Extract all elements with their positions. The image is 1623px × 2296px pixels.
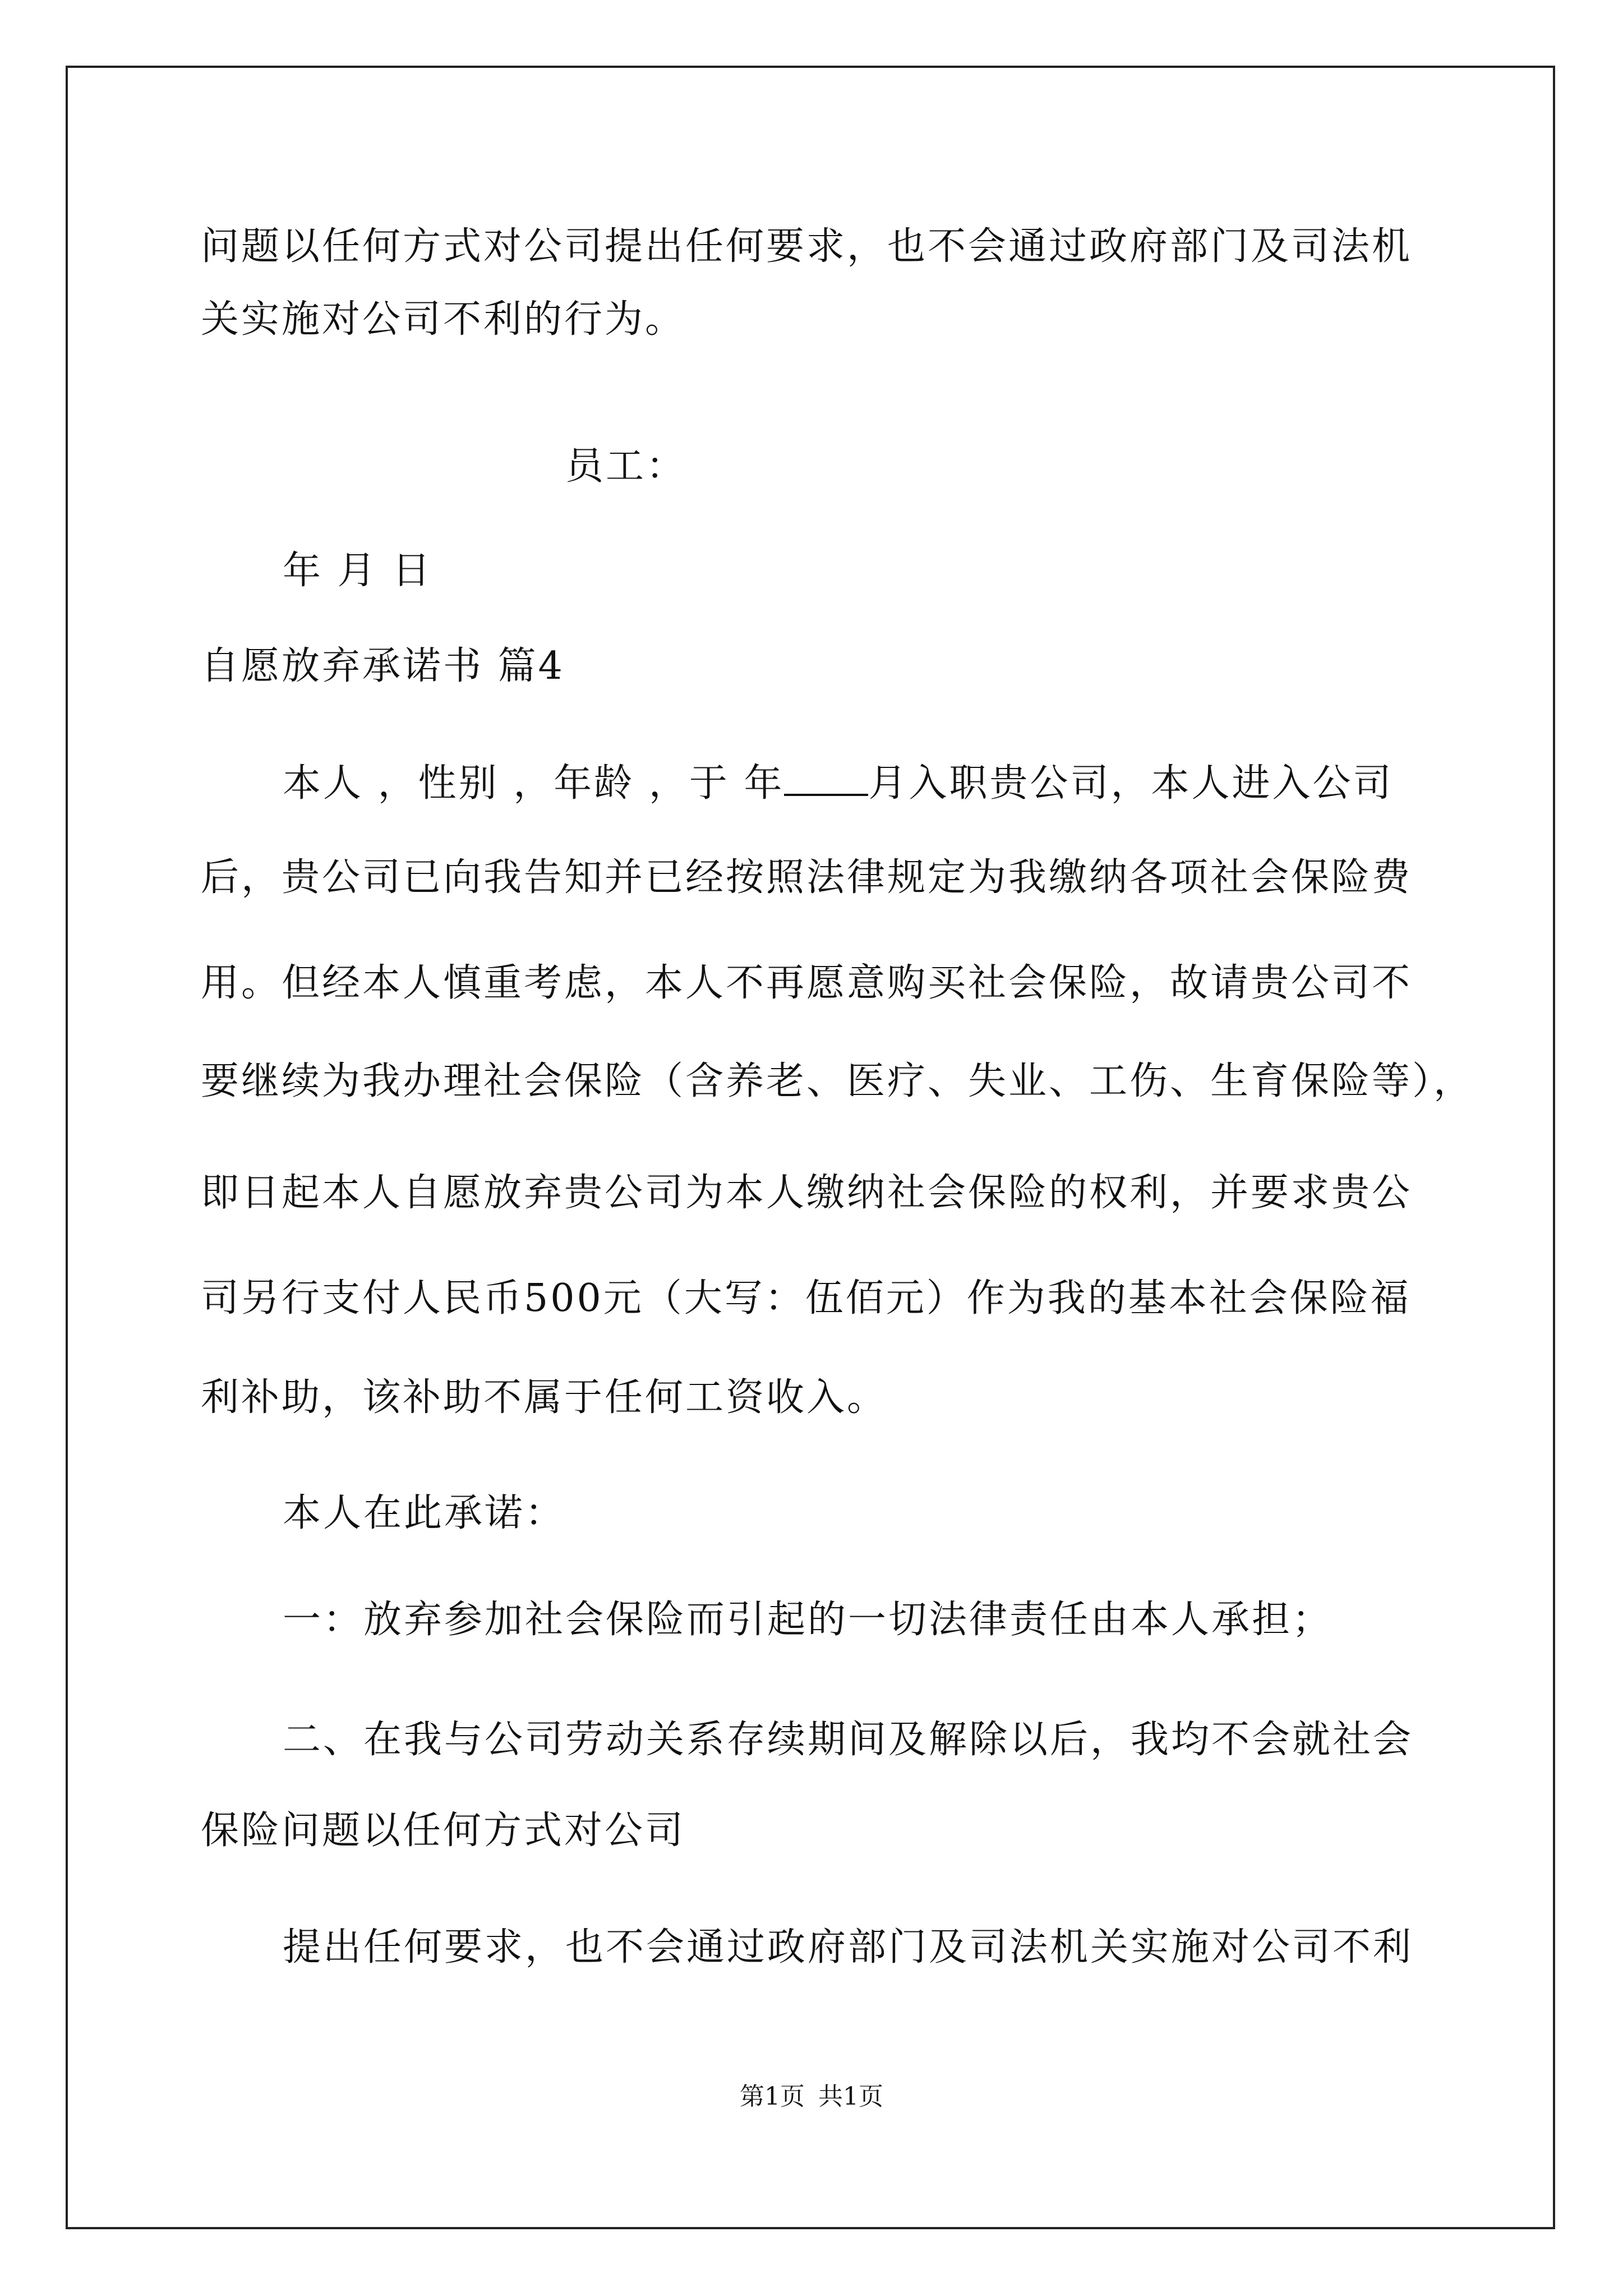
paragraph-line: 关实施对公司不利的行为。 <box>201 297 686 342</box>
paragraph-line: 司另行支付人民币500元（大写：伍佰元）作为我的基本社会保险福 <box>201 1276 1411 1320</box>
paragraph-line: 用。但经本人慎重考虑，本人不再愿意购买社会保险，故请贵公司不 <box>201 961 1413 1005</box>
paragraph-line: 要继续为我办理社会保险（含养老、医疗、失业、工伤、生育保险等）， <box>201 1059 1474 1103</box>
page-footer <box>0 2081 1623 2113</box>
fill-in-text: 月入职贵公司，本人进入公司 <box>868 761 1394 806</box>
fill-in-blank <box>784 760 868 796</box>
signature-label: 员工： <box>565 444 687 489</box>
page-total: 共1页 <box>818 2082 883 2111</box>
paragraph-line: 问题以任何方式对公司提出任何要求，也不会通过政府部门及司法机 <box>201 224 1413 269</box>
paragraph-line: 后，贵公司已向我告知并已经按照法律规定为我缴纳各项社会保险费 <box>201 855 1413 900</box>
paragraph-line: 本人在此承诺： <box>283 1491 566 1535</box>
date-label: 年 月 日 <box>283 549 433 593</box>
paragraph-line: 一：放弃参加社会保险而引起的一切法律责任由本人承担； <box>283 1598 1333 1642</box>
page-border <box>66 66 1555 2229</box>
paragraph-line: 二、在我与公司劳动关系存续期间及解除以后，我均不会就社会 <box>283 1718 1414 1762</box>
section-title: 自愿放弃承诺书 篇4 <box>201 644 565 688</box>
page-number: 第1页 <box>740 2082 805 2111</box>
paragraph-line: 利补助，该补助不属于任何工资收入。 <box>201 1375 888 1420</box>
paragraph-line: 保险问题以任何方式对公司 <box>201 1809 686 1853</box>
paragraph-line: 提出任何要求，也不会通过政府部门及司法机关实施对公司不利 <box>283 1925 1414 1970</box>
paragraph-line <box>283 760 1393 806</box>
paragraph-line: 即日起本人自愿放弃贵公司为本人缴纳社会保险的权利，并要求贵公 <box>201 1171 1413 1215</box>
fill-in-text: 本人 ，性别 ，年龄 ，于 年 <box>283 761 785 806</box>
